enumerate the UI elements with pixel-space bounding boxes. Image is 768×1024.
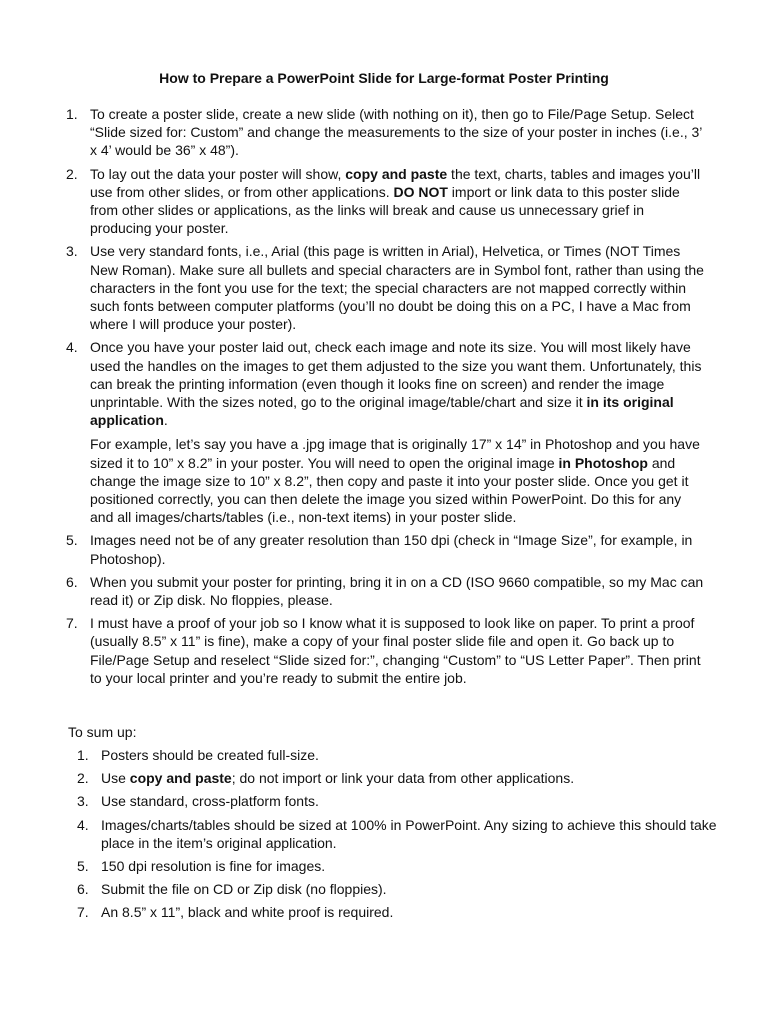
- instruction-item: [66, 531, 706, 567]
- page-title: How to Prepare a PowerPoint Slide for Large-format Poster Printing: [159, 70, 609, 86]
- item-number: 7.: [77, 904, 89, 921]
- instructions-list: [66, 105, 706, 692]
- item-number: 2.: [77, 770, 89, 787]
- item-example-paragraph: [90, 435, 706, 526]
- item-number: 5.: [77, 858, 89, 875]
- item-number: 4.: [77, 816, 89, 833]
- summary-item: [77, 769, 717, 787]
- item-text: 150 dpi resolution is fine for images.: [101, 858, 326, 875]
- bold-text: in its original application: [90, 394, 674, 429]
- item-number: 6.: [77, 881, 89, 898]
- item-text: Use standard, cross-platform fonts.: [101, 793, 319, 810]
- text-run: .: [163, 412, 168, 429]
- bold-text: in Photoshop: [558, 454, 648, 471]
- text-run: the text, charts, tables and images you’ll use from other slides, or from other applications.: [90, 165, 701, 200]
- instruction-item: [66, 105, 706, 160]
- text-run: ; do not import or link your data from other applications.: [231, 770, 575, 787]
- item-number: 5.: [66, 532, 78, 549]
- instruction-item: [66, 573, 706, 609]
- summary-item: [77, 903, 717, 921]
- item-number: 4.: [66, 339, 78, 356]
- summary-item: [77, 792, 717, 810]
- item-text: To create a poster slide, create a new slide (with nothing on it), then go to File/Page Setup. Select “Slide sized for: Custom” and change the measurements to the size of your poster in inches (i.e., 3’ x 4’ would be 36” x 48”).: [90, 106, 702, 159]
- bold-text: copy and paste: [345, 165, 448, 182]
- summary-item: [77, 880, 717, 898]
- text-run: import or link data to this poster slide from other slides or applications, as the links will break and cause us unnecessary grief in producing your poster.: [90, 183, 680, 237]
- item-text: [101, 769, 717, 787]
- item-text: Submit the file on CD or Zip disk (no floppies).: [101, 881, 387, 898]
- item-text: Posters should be created full-size.: [101, 747, 319, 763]
- item-number: 3.: [77, 793, 89, 810]
- instruction-item: [66, 338, 706, 526]
- item-text: An 8.5” x 11”, black and white proof is required.: [101, 904, 394, 921]
- item-text: I must have a proof of your job so I know what it is supposed to look like on paper. To print a proof (usually 8.5” x 11” is fine), make a copy of your final poster slide file and open it. Go back up to File/Page Setup and reselect “Slide sized for:”, changing “Custom” to “US Letter Paper”. Then print to your local printer and you’re ready to submit the entire job.: [90, 615, 701, 686]
- item-number: 2.: [66, 165, 78, 182]
- item-text: Images/charts/tables should be sized at 100% in PowerPoint. Any sizing to achieve this should take place in the item’s original application.: [101, 816, 717, 851]
- item-number: 7.: [66, 615, 78, 632]
- instruction-item: [66, 165, 706, 238]
- instruction-item: [66, 242, 706, 333]
- item-number: 1.: [66, 106, 78, 122]
- text-run: and change the image size to 10” x 8.2”, then copy and paste it into your poster slide. Once you get it positioned correctly, you can then delete the image you sized within PowerPoint. Do this for any and all images/charts/tables (i.e., non-text items) in your poster slide.: [90, 454, 689, 526]
- summary-item: [77, 816, 717, 852]
- text-run: To lay out the data your poster will show,: [90, 165, 346, 182]
- text-run: Use: [101, 770, 130, 787]
- item-text: [90, 165, 706, 238]
- item-number: 3.: [66, 243, 78, 260]
- item-number: 1.: [77, 747, 89, 763]
- item-text: When you submit your poster for printing, bring it in on a CD (ISO 9660 compatible, so my Mac can read it) or Zip disk. No floppies, please.: [90, 573, 704, 609]
- bold-text: DO NOT: [393, 183, 448, 200]
- bold-text: copy and paste: [129, 770, 232, 787]
- item-text: Images need not be of any greater resolution than 150 dpi (check in “Image Size”, for example, in Photoshop).: [90, 532, 693, 567]
- summary-label: To sum up:: [68, 724, 137, 740]
- summary-list: [77, 746, 717, 927]
- text-run: Once you have your poster laid out, check each image and note its size. You will most likely have used the handles on the images to get them adjusted to the size you want them. Unfortunately, this can break the printing information (even though it looks fine on screen) and render the image unprintable. With the sizes noted, go to the original image/table/chart and size it: [90, 339, 702, 411]
- summary-item: [77, 857, 717, 875]
- instruction-item: [66, 614, 706, 687]
- item-text: [90, 338, 706, 429]
- summary-item: [77, 746, 717, 764]
- text-run: For example, let’s say you have a .jpg image that is originally 17” x 14” in Photoshop and you have sized it to 10” x 8.2” in your poster. You will need to open the original image: [90, 436, 700, 471]
- item-number: 6.: [66, 573, 78, 590]
- item-text: Use very standard fonts, i.e., Arial (this page is written in Arial), Helvetica, or Times (NOT Times New Roman). Make sure all bullets and special characters are in Symbol font, rather than using the characters in the font you use for the text; the special characters are not mapped correctly within such fonts between computer platforms (you’ll no doubt be doing this on a PC, I have a Mac from where I will produce your poster).: [90, 243, 704, 333]
